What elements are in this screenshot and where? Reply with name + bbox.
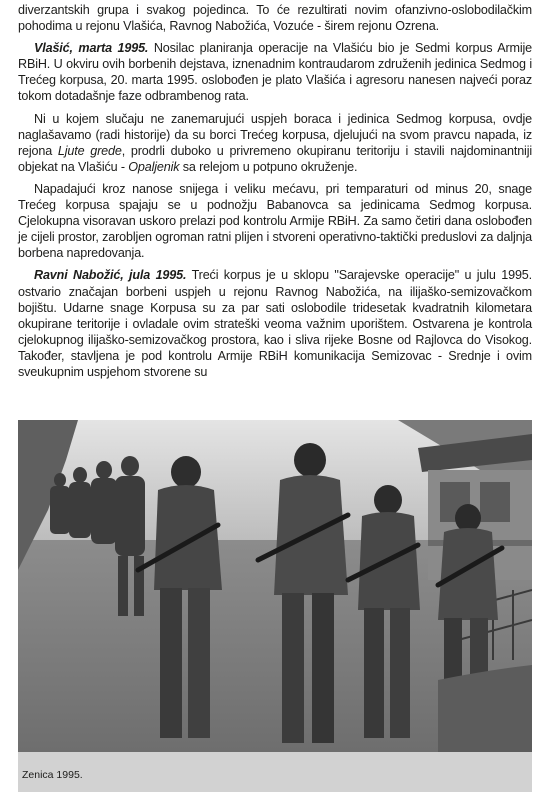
paragraph-lead: Ravni Nabožić, jula 1995. <box>34 268 187 283</box>
paragraph-text: , prodrli duboko u privremeno okupiranu teritoriju i stavili najdominantniji objekat na Vlašiću - <box>18 143 532 174</box>
paragraph-text: Nosilac planiranja operacije na Vlašiću bio je Sedmi korpus Armije RBiH. U okviru ovih borbenih dejstava, iznenadnim kontraudarom združenih jedinica Sedmog i Trećeg korpusa, 20. marta 1995. oslobođen je plato Vlašića i agresoru nanesen najveći poraz tokom dotadašnje faze odbrambenog rata. <box>18 41 533 104</box>
paragraph-text: sa relejom u potpuno okruženje. <box>179 159 358 174</box>
paragraph-4 <box>18 181 532 261</box>
place-name: Ljute grede <box>57 143 122 158</box>
paragraph-2 <box>18 40 532 104</box>
paragraph-text: Treći korpus je u sklopu "Sarajevske operacije" u julu 1995. ostvario značajan borbeni uspjeh u rejonu Ravnog Nabožića, na ilijaško-semizovačkom bojištu. Udarne snage Korpusa su za par sati oslobodile tridesetak kvadratnih kilometara okupirane teritorije i ovladale ovim strateški veoma važnim uporištem. Ostvarena je kontrola cjelokupnog ilijaško-semizovačkog prostora, kao i sliva rijeke Bosne od Rajlovca do Visokog. Također, stavljena je pod kontrolu Armije RBiH komunikacija Semizovac - Srednje i ovim sveukupnim uspjehom stvorene su <box>18 268 533 379</box>
place-name: Opaljenik <box>128 159 180 174</box>
article-text <box>18 2 532 386</box>
soldiers-marching-photo <box>18 420 532 752</box>
paragraph-text: Napadajući kroz nanose snijega i veliku mećavu, pri temparaturi od minus 20, snage Trećeg korpusa spajaju se u podnožju Babanovca sa jedinicama Sedmog korpusa. Cjelokupna visoravan uskoro prelazi pod kontrolu Armije RBiH. Za samo četiri dana oslobođen je cijeli prostor, zarobljen ogroman ratni plijen i stvoreni operativno-taktički preduslovi za daljnja borbena napredovanja. <box>18 181 532 261</box>
grass <box>438 665 532 752</box>
photo-caption-bar <box>18 752 532 792</box>
paragraph-3 <box>18 111 532 175</box>
photo-illustration <box>18 420 532 752</box>
paragraph-lead: Vlašić, marta 1995. <box>34 41 149 56</box>
paragraph-text: Ni u kojem slučaju ne zanemarujući uspjeh boraca i jedinica Sedmog korpusa, ovdje naglašavamo (radi historije) da su borci Trećeg korpusa, djelujući na svom pravcu napada, iz rejona <box>18 111 532 158</box>
paragraph-1 <box>18 2 532 34</box>
photo-caption: Zenica 1995. <box>22 769 83 781</box>
paragraph-5 <box>18 267 532 380</box>
paragraph-text: diverzantskih grupa i svakog pojedinca. To će rezultirati novim ofanzivno-oslobodilačkim pohodima u rejonu Vlašića, Ravnog Nabožića, Vozuće - širem rejonu Ozrena. <box>18 3 532 34</box>
